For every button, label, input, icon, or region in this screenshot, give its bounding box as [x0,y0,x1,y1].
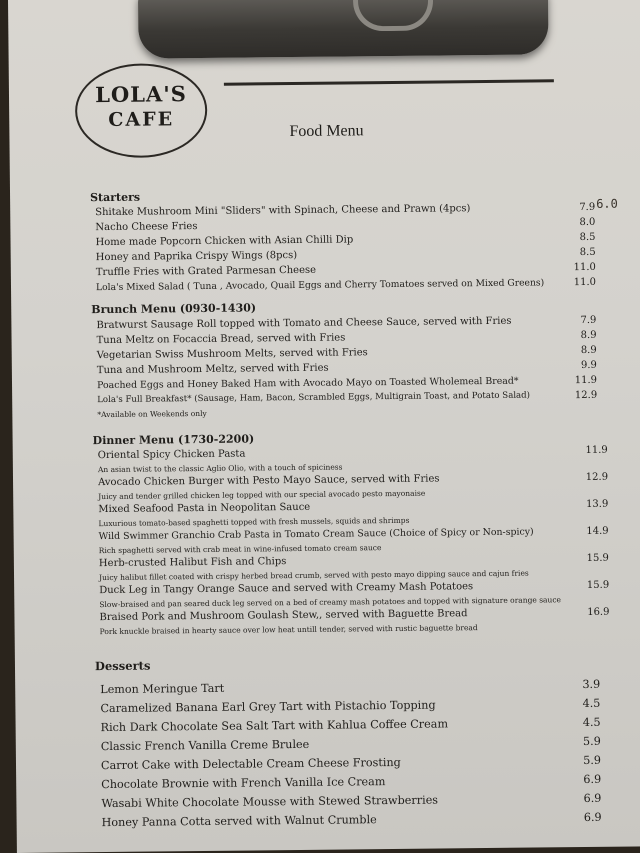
item-price: 12.9 [585,471,609,483]
list-item [98,472,608,491]
list-item [99,526,609,545]
item-name: Lola's Mixed Salad ( Tuna , Avocado, Quail Eggs and Cherry Tomatoes served on Mixed Greens) [95,277,545,294]
item-price: 7.9 [580,314,597,327]
cafe-logo [75,63,208,158]
list-item [99,607,609,626]
item-price: 14.9 [586,525,609,537]
item-description: Rich spaghetti served with crab meat in wine-infused tomato cream sauce [98,543,382,556]
item-name: Oriental Spicy Chicken Pasta [97,448,246,462]
item-name: Vegetarian Swiss Mushroom Melts, served with Fries [96,347,368,362]
brunch-note: *Available on Weekends only [97,408,207,420]
list-item [101,792,601,813]
item-price: 15.9 [586,552,609,564]
item-name: Carrot Cake with Delectable Cream Cheese Frosting [100,755,401,773]
brunch-heading: Brunch Menu (0930-1430) [91,301,257,317]
item-name: Honey Panna Cotta served with Walnut Crumble [101,813,377,830]
list-item [102,811,602,832]
desserts-heading: Desserts [94,658,151,674]
handwritten-price-note: 6.0 [596,196,618,211]
item-price: 4.5 [582,715,601,730]
list-item [101,716,601,737]
item-price: 7.9 [579,201,596,214]
item-name: Herb-crusted Halibut Fish and Chips [98,556,287,570]
item-price: 11.0 [573,261,596,274]
item-price: 8.9 [580,344,597,357]
item-name: Chocolate Brownie with French Vanilla Ice Cream [101,775,386,792]
list-item [100,678,600,699]
item-price: 11.9 [574,374,598,387]
item-price: 8.9 [580,329,597,342]
logo-line2: CAFE [108,108,175,131]
item-description: Juicy halibut fillet coated with crispy herbed bread crumb, served with pesto mayo dipping sauce and cajun fries [99,568,529,583]
item-price: 5.9 [582,734,601,749]
page-title: Food Menu [289,122,364,141]
item-name: Wild Swimmer Granchio Crab Pasta in Tomato Cream Sauce (Choice of Spicy or Non-spicy) [98,526,534,543]
list-item [101,735,601,756]
starters-heading: Starters [90,190,141,205]
item-name: Bratwurst Sausage Roll topped with Tomato and Cheese Sauce, served with Fries [96,315,512,332]
item-description: Luxurious tomato-based spaghetti topped with fresh mussels, squids and shrimps [98,515,410,529]
item-description: Slow-braised and pan seared duck leg served on a bed of creamy mash potatoes and topped with signature orange sauce [99,595,562,610]
logo-line1: LOLA'S [95,81,187,108]
dinner-heading: Dinner Menu (1730-2200) [92,432,255,448]
item-price: 12.9 [574,389,598,402]
item-price: 9.9 [580,359,597,372]
list-item [98,445,608,464]
item-name: Nacho Cheese Fries [95,221,198,234]
item-price: 6.9 [583,772,602,787]
list-item [101,754,601,775]
item-name: Rich Dark Chocolate Sea Salt Tart with Kahlua Coffee Cream [100,717,449,735]
menu-sheet [8,0,640,853]
item-price: 4.5 [582,696,601,711]
item-description: Pork knuckle braised in hearty sauce over low heat untill tender, served with rustic baguette bread [99,623,478,637]
item-description: Juicy and tender grilled chicken leg topped with our special avocado pesto mayonaise [98,488,426,502]
list-item [98,499,608,518]
item-name: Tuna Meltz on Focaccia Bread, served with Fries [96,332,346,347]
item-name: Lola's Full Breakfast* (Sausage, Ham, Bacon, Scrambled Eggs, Multigrain Toast, and Potato Salad) [97,390,531,406]
item-price: 11.0 [573,276,597,289]
item-name: Braised Pork and Mushroom Goulash Stew,, served with Baguette Bread [99,608,468,624]
item-name: Home made Popcorn Chicken with Asian Chilli Dip [95,234,354,249]
item-name: Duck Leg in Tangy Orange Sauce and served with Creamy Mash Potatoes [99,581,474,597]
list-item [100,697,600,718]
clip-loop [353,0,433,31]
item-name: Lemon Meringue Tart [100,681,225,697]
item-name: Classic French Vanilla Creme Brulee [100,737,310,754]
item-description: An asian twist to the classic Aglio Olio, with a touch of spiciness [97,462,343,475]
item-price: 15.9 [586,579,610,591]
item-name: Honey and Paprika Crispy Wings (8pcs) [95,249,298,264]
item-price: 3.9 [582,677,601,692]
item-price: 16.9 [587,606,610,618]
item-price: 6.9 [583,810,602,825]
item-name: Truffle Fries with Grated Parmesan Cheese [95,264,317,279]
item-price: 6.9 [583,791,602,806]
item-name: Caramelized Banana Earl Grey Tart with Pistachio Topping [100,698,436,716]
item-name: Mixed Seafood Pasta in Neopolitan Sauce [98,501,311,516]
item-price: 11.9 [585,444,608,456]
item-price: 13.9 [585,498,609,510]
item-name: Shitake Mushroom Mini "Sliders" with Spinach, Cheese and Prawn (4pcs) [95,203,471,219]
item-name: Wasabi White Chocolate Mousse with Stewed Strawberries [101,793,439,811]
list-item [101,773,601,794]
item-name: Avocado Chicken Burger with Pesto Mayo Sauce, served with Fries [98,473,440,489]
list-item [99,553,609,572]
item-price: 8.0 [579,216,596,229]
item-name: Tuna and Mushroom Meltz, served with Fries [96,362,329,377]
header-rule [224,79,554,85]
item-price: 5.9 [583,753,602,768]
item-price: 8.5 [579,231,596,244]
clipboard-clip [138,0,549,59]
item-name: Poached Eggs and Honey Baked Ham with Avocado Mayo on Toasted Wholemeal Bread* [96,375,519,392]
item-price: 8.5 [579,246,596,259]
